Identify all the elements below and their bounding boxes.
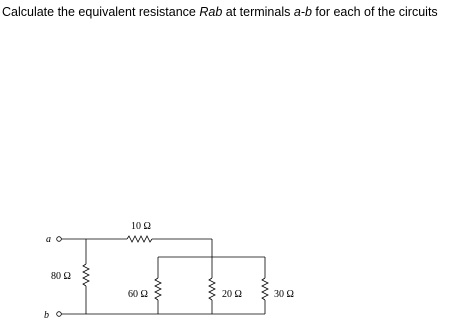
resistor-80-label: 80 Ω — [51, 271, 71, 282]
resistor-10-symbol — [127, 236, 152, 242]
terminal-b-label: b — [44, 310, 49, 321]
resistor-30-label: 30 Ω — [274, 289, 294, 300]
resistor-30-symbol — [262, 278, 268, 300]
resistor-20-label: 20 Ω — [222, 289, 242, 300]
question-part1: Calculate the equivalent resistance — [2, 5, 200, 19]
terminal-a-label: a — [46, 234, 51, 245]
terminal-b-node — [57, 312, 62, 317]
resistor-80-symbol — [83, 264, 89, 286]
question-part3: for each of the circuits — [311, 5, 438, 19]
terminal-a-node — [57, 237, 62, 242]
resistor-60-label: 60 Ω — [128, 289, 148, 300]
question-ab: a-b — [293, 5, 312, 19]
resistor-60-symbol — [155, 278, 161, 300]
resistor-10-label: 10 Ω — [131, 221, 151, 232]
question-rab: Rab — [199, 5, 223, 19]
resistor-20-symbol — [209, 278, 215, 300]
question-part2: at terminals — [222, 5, 294, 19]
